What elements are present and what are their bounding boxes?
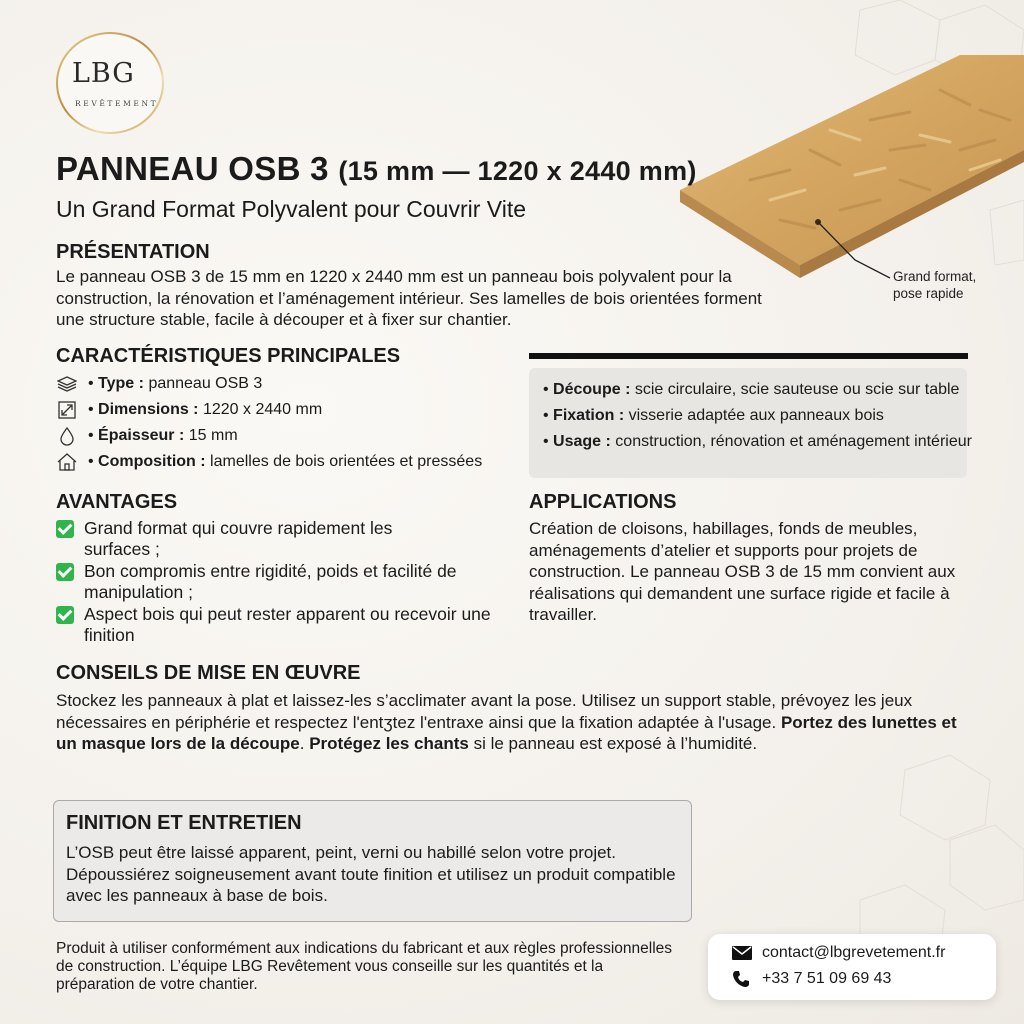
- osb-panel-image: [640, 50, 1024, 290]
- check-icon: [56, 520, 74, 538]
- spec-cutting: • Découpe : scie circulaire, scie sauteuse ou scie sur table: [543, 381, 960, 398]
- footer-note: Produit à utiliser conformément aux indications du fabricant et aux règles professionnelles de construction. L’équipe LBG Revêtement vous conseille sur les quantités et la préparation de votre chantier.: [56, 940, 673, 993]
- phone-icon: [732, 970, 752, 988]
- check-icon: [56, 563, 74, 581]
- advantage-item: Grand format qui couvre rapidement les surfaces ;: [56, 518, 506, 560]
- divider: [529, 353, 968, 359]
- check-icon: [56, 606, 74, 624]
- spec-fixing: • Fixation : visserie adaptée aux panneaux bois: [543, 407, 884, 424]
- contact-phone[interactable]: +33 7 51 09 69 43: [732, 970, 891, 988]
- installation-tips-text: Stockez les panneaux à plat et laissez-les s’acclimater avant la pose. Utilisez un support stable, prévoyez les jeux nécessaires en périphérie et respectez l'entʒtez l'entraxe ainsi que la fixation adaptée à l'usage. Portez des lunettes et un masque lors de la découpe. Protégez les chants si le panneau est exposé à l’humidité.: [56, 691, 957, 753]
- advantages-heading: AVANTAGES: [56, 491, 178, 513]
- feature-dimensions: • Dimensions : 1220 x 2440 mm: [56, 400, 322, 420]
- logo-text: LBG: [72, 58, 135, 89]
- applications-text: Création de cloisons, habillages, fonds de meubles, aménagements d’atelier et supports pour projets de construction. Le panneau OSB 3 de 15 mm convient aux réalisations qui demandent une surface rigide et facile à travailler.: [529, 519, 956, 624]
- drop-icon: [56, 426, 78, 446]
- feature-type: • Type : panneau OSB 3: [56, 374, 262, 394]
- finishing-heading: FINITION ET ENTRETIEN: [66, 812, 302, 834]
- contact-email[interactable]: contact@lbgrevetement.fr: [732, 944, 945, 962]
- envelope-icon: [732, 946, 752, 960]
- page-title: PANNEAU OSB 3 (15 mm — 1220 x 2440 mm): [56, 150, 697, 187]
- expand-arrows-icon: [56, 400, 78, 420]
- presentation-heading: PRÉSENTATION: [56, 241, 210, 263]
- spec-usage: • Usage : construction, rénovation et aménagement intérieur: [543, 433, 972, 450]
- presentation-text: Le panneau OSB 3 de 15 mm en 1220 x 2440 mm est un panneau bois polyvalent pour la construction, la rénovation et l’aménagement intérieur. Ses lamelles de bois orientées forment une structure stable, facile à découper et à fixer sur chantier.: [56, 267, 762, 329]
- logo-subtext: REVÊTEMENT: [75, 99, 159, 108]
- advantage-item: Bon compromis entre rigidité, poids et facilité de manipulation ;: [56, 561, 506, 603]
- layers-icon: [56, 374, 78, 394]
- feature-composition: • Composition : lamelles de bois orientées et pressées: [56, 452, 482, 472]
- applications-heading: APPLICATIONS: [529, 491, 677, 513]
- feature-thickness: • Épaisseur : 15 mm: [56, 426, 238, 446]
- page-subtitle: Un Grand Format Polyvalent pour Couvrir Vite: [56, 196, 526, 222]
- house-icon: [56, 452, 78, 472]
- installation-tips-heading: CONSEILS DE MISE EN ŒUVRE: [56, 662, 361, 684]
- characteristics-heading: CARACTÉRISTIQUES PRINCIPALES: [56, 345, 401, 367]
- advantage-item: Aspect bois qui peut rester apparent ou recevoir une finition: [56, 604, 506, 646]
- image-caption: Grand format, pose rapide: [893, 269, 977, 301]
- finishing-text: L’OSB peut être laissé apparent, peint, verni ou habillé selon votre projet. Dépoussiérez soigneusement avant toute finition et utilisez un produit compatible avec les panneaux à base de bois.: [66, 843, 676, 905]
